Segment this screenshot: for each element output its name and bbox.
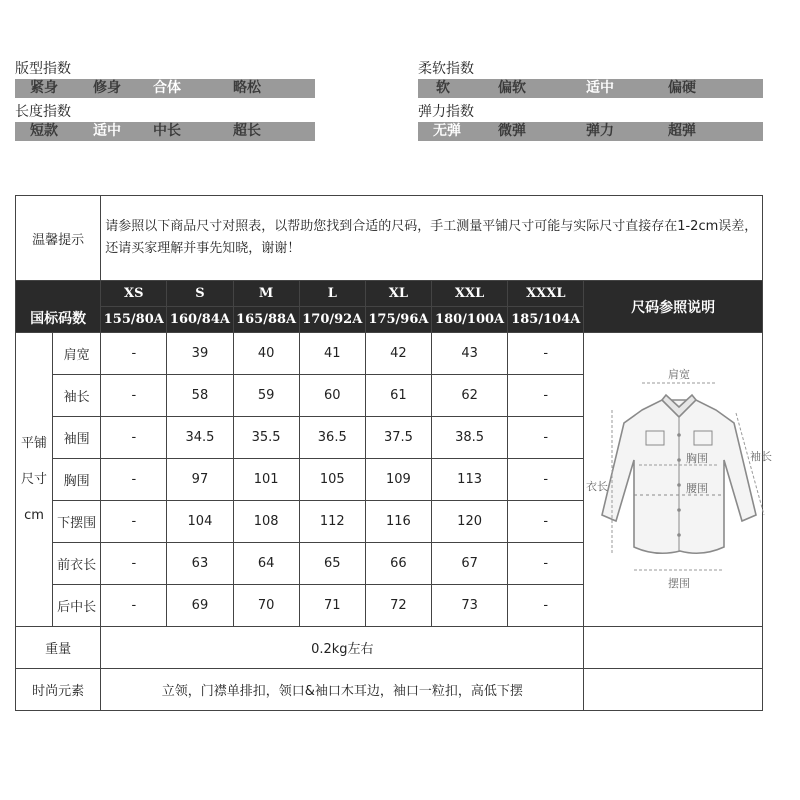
measure-value: 41 xyxy=(299,333,365,375)
measure-value: 60 xyxy=(299,375,365,417)
measure-value: 34.5 xyxy=(167,417,233,459)
weight-label: 重量 xyxy=(16,627,101,669)
softness-option-selected: 适中 xyxy=(586,80,614,96)
fit-index-bar xyxy=(15,79,315,98)
flat-size-label xyxy=(16,333,53,627)
tip-label: 温馨提示 xyxy=(16,196,101,281)
measure-value: 101 xyxy=(233,459,299,501)
measure-value: 71 xyxy=(299,585,365,627)
softness-option: 偏软 xyxy=(498,80,526,96)
measure-row xyxy=(16,333,763,375)
fit-option: 略松 xyxy=(233,80,261,96)
fit-option-selected: 合体 xyxy=(153,80,181,96)
measure-name: 后中长 xyxy=(53,585,101,627)
empty-cell xyxy=(584,627,763,669)
flat-label-line: 尺寸 xyxy=(21,471,48,487)
empty-cell xyxy=(584,669,763,711)
standard-label: 国标码数 xyxy=(16,281,101,333)
standard-s: 160/84A xyxy=(167,307,233,333)
measure-value: 70 xyxy=(233,585,299,627)
measure-value: 42 xyxy=(365,333,431,375)
size-m: M xyxy=(233,281,299,307)
measure-value: 58 xyxy=(167,375,233,417)
measure-value: 67 xyxy=(432,543,508,585)
size-xxxl: XXXL xyxy=(508,281,584,307)
measure-value: 72 xyxy=(365,585,431,627)
measure-value: 66 xyxy=(365,543,431,585)
reference-label: 尺码参照说明 xyxy=(584,281,763,333)
length-option-selected: 适中 xyxy=(93,123,121,139)
measure-value: 109 xyxy=(365,459,431,501)
measure-value: - xyxy=(508,333,584,375)
measure-value: 69 xyxy=(167,585,233,627)
measure-value: 40 xyxy=(233,333,299,375)
measure-value: 39 xyxy=(167,333,233,375)
measure-value: - xyxy=(101,585,167,627)
measure-value: 38.5 xyxy=(432,417,508,459)
size-chart-table xyxy=(15,195,773,711)
size-xs: XS xyxy=(101,281,167,307)
flat-label-line: cm xyxy=(24,507,44,523)
measure-value: 59 xyxy=(233,375,299,417)
softness-option: 偏硬 xyxy=(668,80,696,96)
fit-index-title: 版型指数 xyxy=(15,61,71,77)
standard-l: 170/92A xyxy=(299,307,365,333)
measure-name: 肩宽 xyxy=(53,333,101,375)
measure-value: - xyxy=(101,459,167,501)
diagram-label-length: 衣长 xyxy=(586,479,609,493)
measure-name: 袖长 xyxy=(53,375,101,417)
fashion-row xyxy=(16,669,763,711)
elasticity-option: 弹力 xyxy=(586,123,614,139)
measure-name: 前衣长 xyxy=(53,543,101,585)
measure-value: 63 xyxy=(167,543,233,585)
standard-xxxl: 185/104A xyxy=(508,307,584,333)
fit-option: 紧身 xyxy=(30,80,58,96)
softness-option: 软 xyxy=(436,80,450,96)
measure-name: 胸围 xyxy=(53,459,101,501)
standard-xs: 155/80A xyxy=(101,307,167,333)
measure-value: 65 xyxy=(299,543,365,585)
measure-value: 37.5 xyxy=(365,417,431,459)
measure-value: - xyxy=(508,543,584,585)
measure-value: 64 xyxy=(233,543,299,585)
measure-value: 105 xyxy=(299,459,365,501)
softness-index-bar xyxy=(418,79,763,98)
measure-value: 62 xyxy=(432,375,508,417)
weight-row xyxy=(16,627,763,669)
measure-value: - xyxy=(101,417,167,459)
size-header-row xyxy=(16,281,763,307)
length-index-title: 长度指数 xyxy=(15,104,71,120)
fit-option: 修身 xyxy=(93,80,121,96)
measure-value: 108 xyxy=(233,501,299,543)
measure-value: - xyxy=(101,501,167,543)
fashion-value: 立领，门襟单排扣，领口&袖口木耳边，袖口一粒扣，高低下摆 xyxy=(101,669,584,711)
shirt-diagram-cell xyxy=(584,333,773,627)
measure-name: 袖围 xyxy=(53,417,101,459)
measure-value: - xyxy=(508,375,584,417)
length-index-bar xyxy=(15,122,315,141)
diagram-label-sleeve: 袖长 xyxy=(750,449,773,463)
measure-value: - xyxy=(101,543,167,585)
length-option: 中长 xyxy=(153,123,181,139)
measure-value: - xyxy=(101,333,167,375)
standard-m: 165/88A xyxy=(233,307,299,333)
size-s: S xyxy=(167,281,233,307)
elasticity-index-title: 弹力指数 xyxy=(418,104,474,120)
measure-value: 104 xyxy=(167,501,233,543)
measure-name: 下摆围 xyxy=(53,501,101,543)
elasticity-option: 超弹 xyxy=(668,123,696,139)
measure-value: 112 xyxy=(299,501,365,543)
softness-index-title: 柔软指数 xyxy=(418,61,474,77)
measure-value: 73 xyxy=(432,585,508,627)
measure-value: 116 xyxy=(365,501,431,543)
elasticity-option-selected: 无弹 xyxy=(433,123,461,139)
size-xxl: XXL xyxy=(432,281,508,307)
measure-value: 36.5 xyxy=(299,417,365,459)
measure-value: 43 xyxy=(432,333,508,375)
standard-xl: 175/96A xyxy=(365,307,431,333)
standard-xxl: 180/100A xyxy=(432,307,508,333)
flat-label-line: 平铺 xyxy=(21,435,48,451)
diagram-label-waist: 腰围 xyxy=(686,481,709,495)
diagram-label-shoulder: 肩宽 xyxy=(668,367,691,381)
shirt-diagram xyxy=(584,365,774,595)
size-l: L xyxy=(299,281,365,307)
measure-value: 61 xyxy=(365,375,431,417)
elasticity-index-bar xyxy=(418,122,763,141)
measure-value: 120 xyxy=(432,501,508,543)
diagram-label-hem: 摆围 xyxy=(668,576,691,590)
measure-value: - xyxy=(508,501,584,543)
length-option: 短款 xyxy=(30,123,58,139)
diagram-label-chest: 胸围 xyxy=(686,451,709,465)
tip-text: 请参照以下商品尺寸对照表，以帮助您找到合适的尺码，手工测量平铺尺寸可能与实际尺寸直接存在1-2cm误差，还请买家理解并事先知晓，谢谢！ xyxy=(101,196,763,281)
fashion-label: 时尚元素 xyxy=(16,669,101,711)
elasticity-option: 微弹 xyxy=(498,123,526,139)
measure-value: - xyxy=(508,585,584,627)
length-option: 超长 xyxy=(233,123,261,139)
measure-value: - xyxy=(508,417,584,459)
measure-value: 97 xyxy=(167,459,233,501)
size-xl: XL xyxy=(365,281,431,307)
measure-value: - xyxy=(508,459,584,501)
measure-value: 113 xyxy=(432,459,508,501)
measure-value: 35.5 xyxy=(233,417,299,459)
measure-value: - xyxy=(101,375,167,417)
tip-row xyxy=(16,196,763,281)
weight-value: 0.2kg左右 xyxy=(101,627,584,669)
